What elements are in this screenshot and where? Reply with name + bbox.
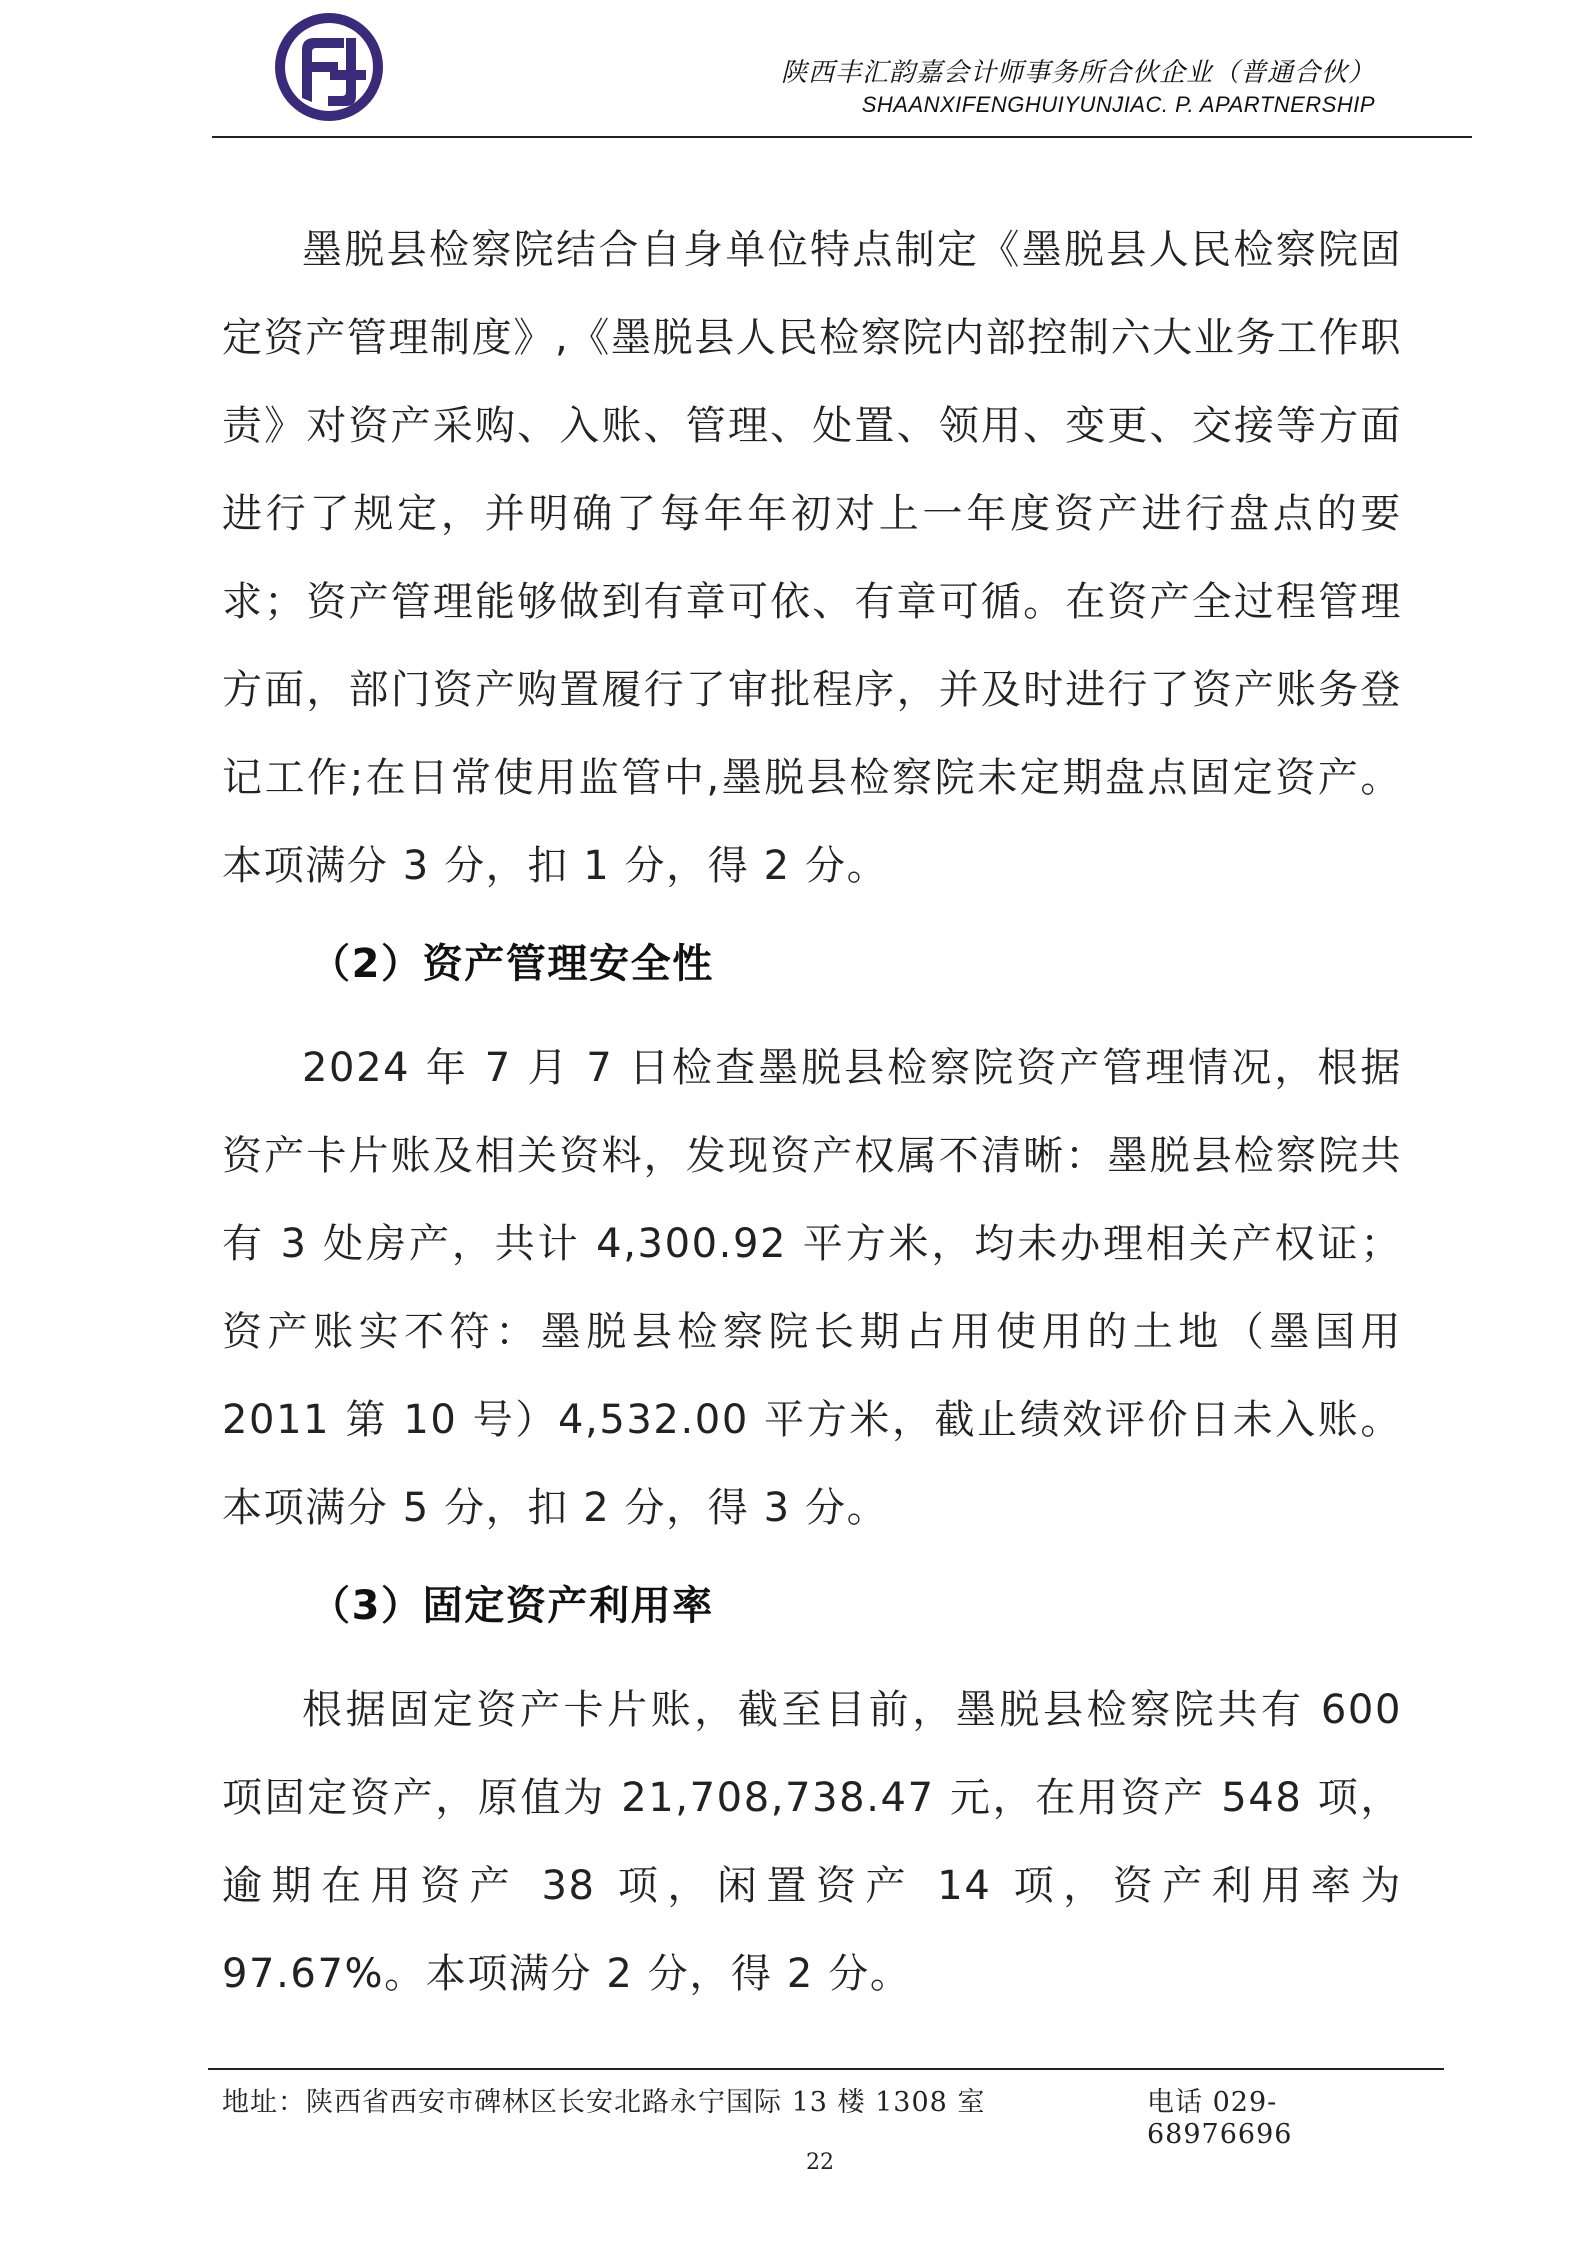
firm-monogram-logo: [272, 10, 386, 124]
section-heading-asset-security: （2）资产管理安全性: [310, 941, 714, 987]
footer-phone: 电话 029-68976696: [1147, 2087, 1293, 2150]
page-number: 22: [806, 2150, 834, 2175]
header-divider: [212, 136, 1472, 138]
firm-logo-icon: [272, 10, 386, 124]
paragraph-asset-security: 2024 年 7 月 7 日检查墨脱县检察院资产管理情况，根据资产卡片账及相关资料，发现资产权属不清晰：墨脱县检察院共有 3 处房产，共计 4,300.92 平方米，均未办理相关产权证；资产账实不符：墨脱县检察院长期占用使用的土地（墨国用 2011 第 10 号）4,532.00 平方米，截止绩效评价日未入账。本项满分 5 分，扣 2 分，得 3 分。: [222, 1045, 1402, 1531]
document-body: [222, 206, 1402, 2018]
firm-name-en: SHAANXIFENGHUIYUNJIAC. P. APARTNERSHIP: [861, 92, 1375, 117]
firm-name-cn: 陕西丰汇韵嘉会计师事务所合伙企业（普通合伙）: [780, 58, 1375, 88]
paragraph-asset-utilization: 根据固定资产卡片账，截至目前，墨脱县检察院共有 600 项固定资产，原值为 21,708,738.47 元，在用资产 548 项，逾期在用资产 38 项，闲置资产 14 项，资产利用率为 97.67%。本项满分 2 分，得 2 分。: [222, 1687, 1402, 1997]
footer-address: 地址：陕西省西安市碑林区长安北路永宁国际 13 楼 1308 室: [222, 2087, 986, 2118]
paragraph-asset-management-system: 墨脱县检察院结合自身单位特点制定《墨脱县人民检察院固定资产管理制度》,《墨脱县人民检察院内部控制六大业务工作职责》对资产采购、入账、管理、处置、领用、变更、交接等方面进行了规定，并明确了每年年初对上一年度资产进行盘点的要求；资产管理能够做到有章可依、有章可循。在资产全过程管理方面，部门资产购置履行了审批程序，并及时进行了资产账务登记工作;在日常使用监管中,墨脱县检察院未定期盘点固定资产。本项满分 3 分，扣 1 分，得 2 分。: [222, 227, 1402, 889]
footer-divider: [208, 2068, 1444, 2070]
section-heading-asset-utilization: （3）固定资产利用率: [310, 1583, 714, 1629]
firm-header: [781, 56, 1375, 120]
